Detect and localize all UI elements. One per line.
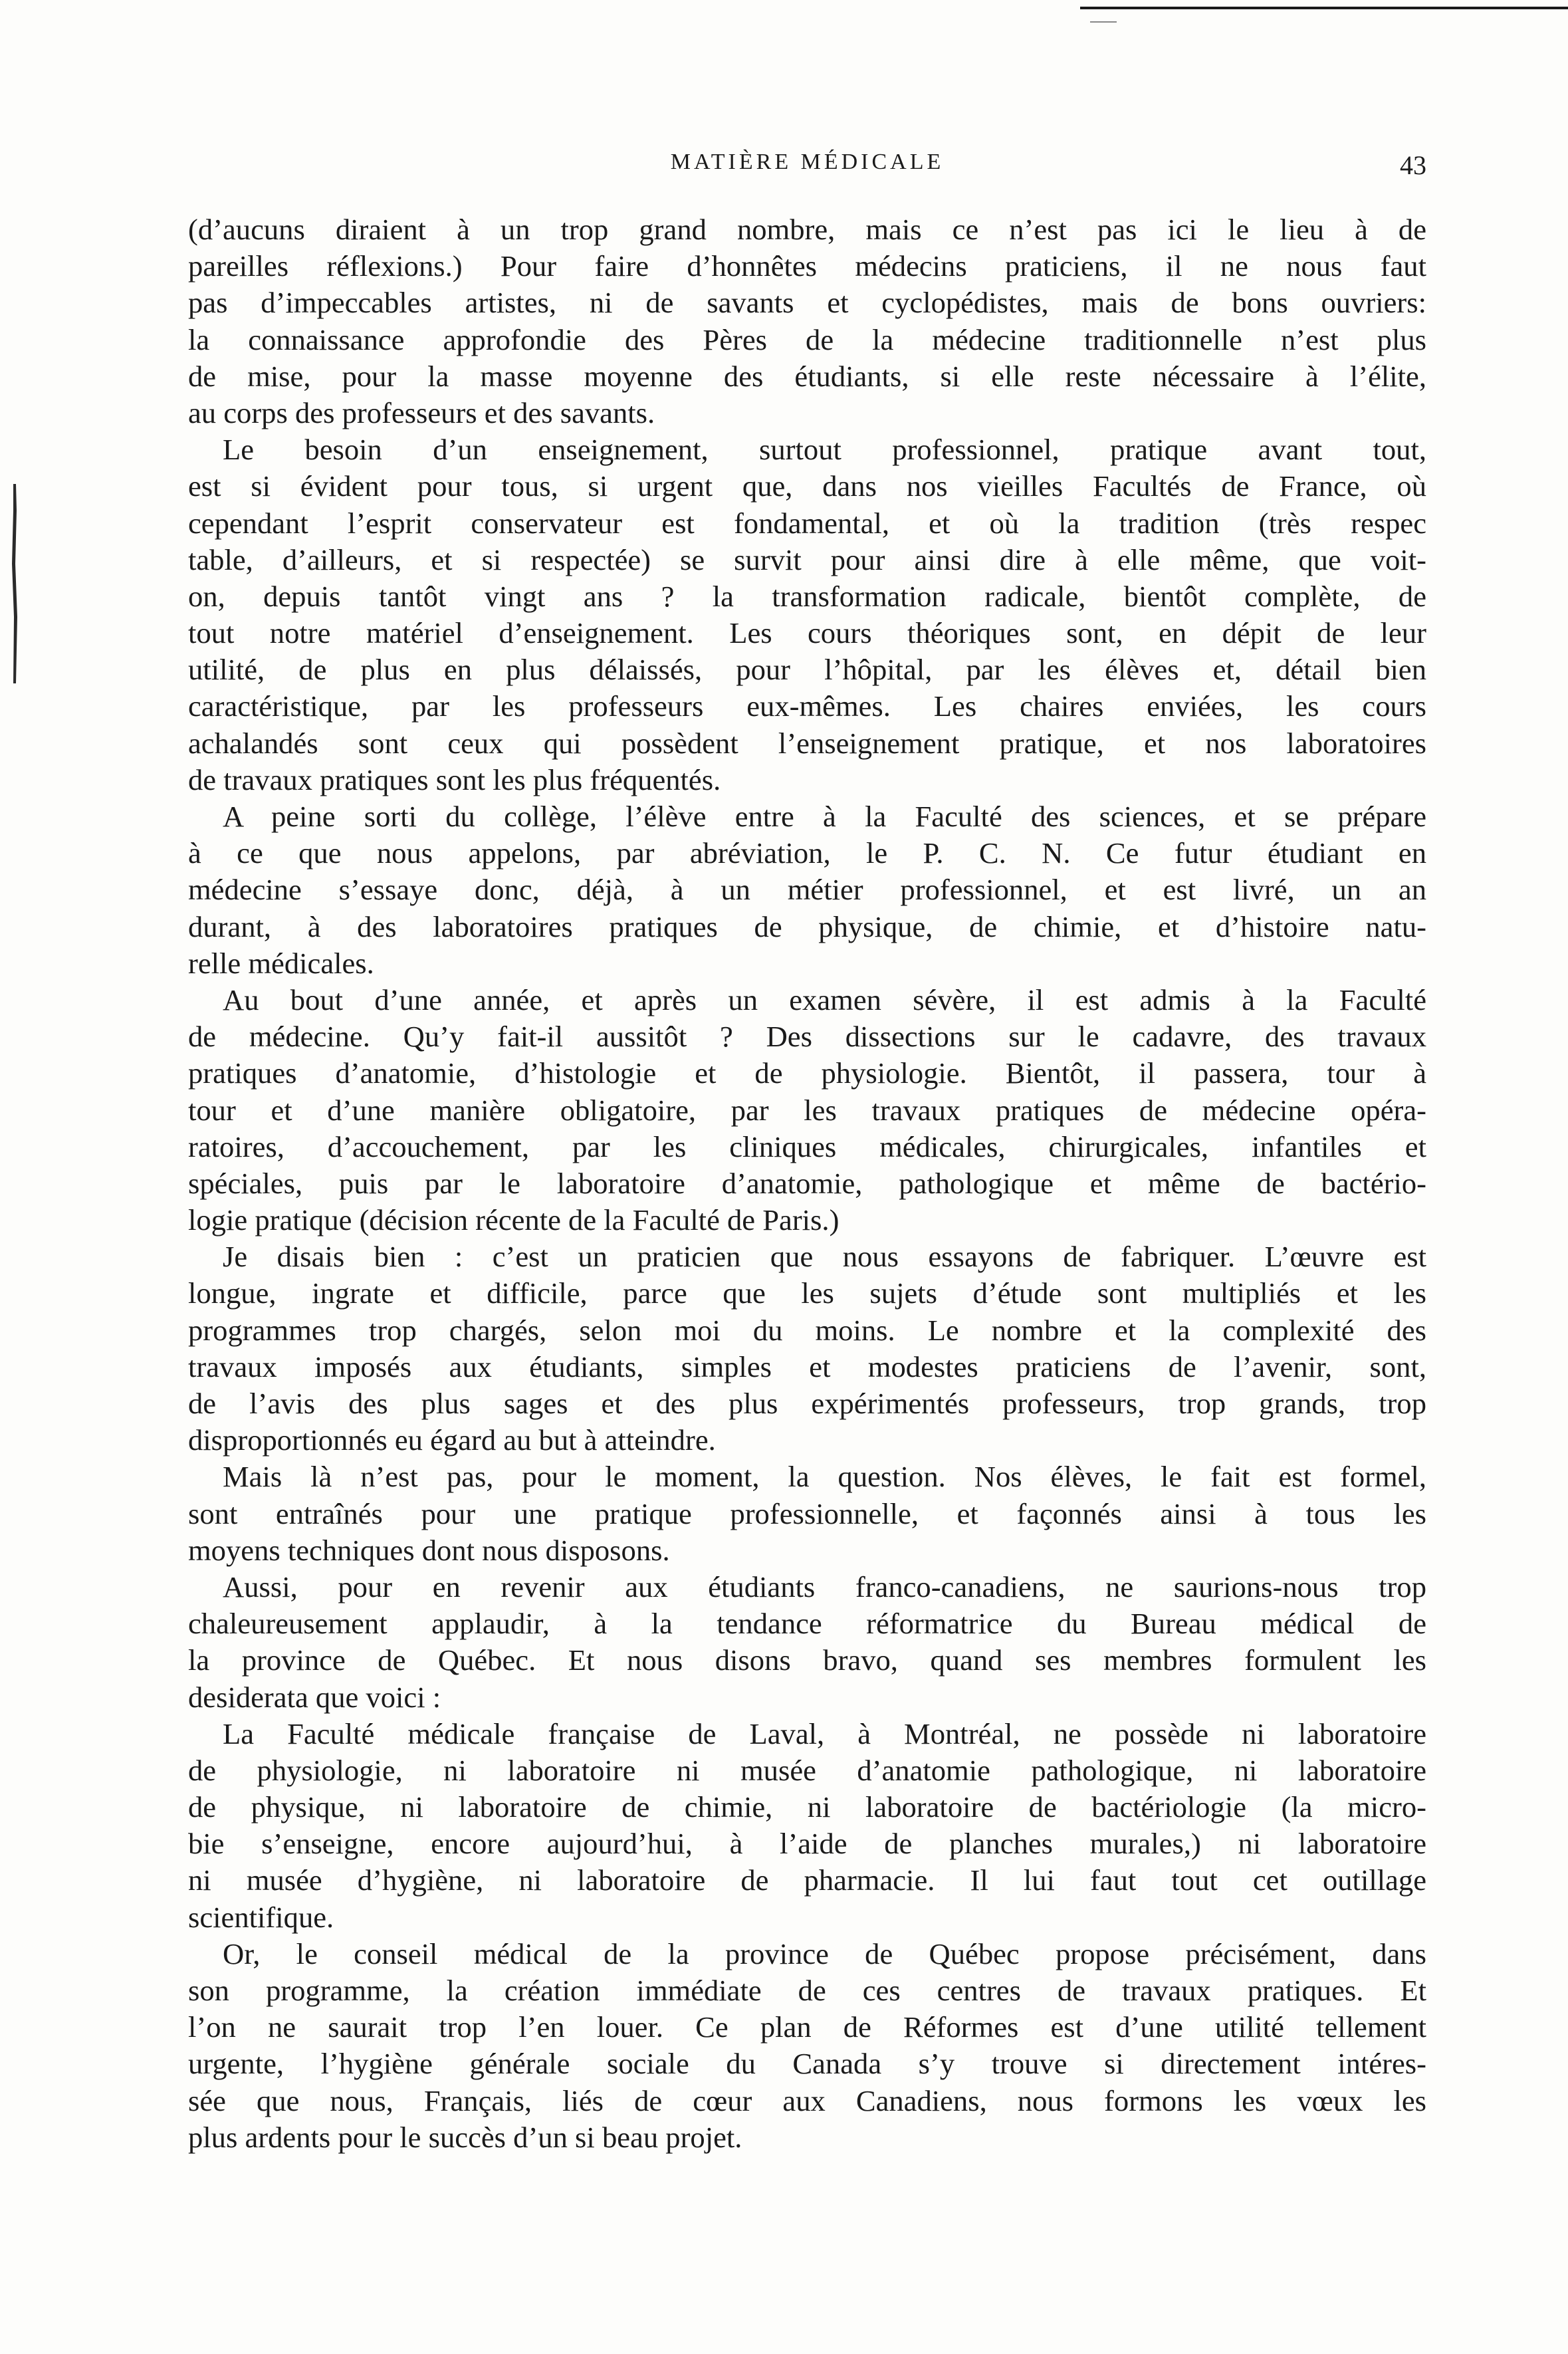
- text-line: achalandés sont ceux qui possèdent l’enseignement pratique, et nos laboratoires: [188, 726, 1426, 760]
- text-line: Au bout d’une année, et après un examen sévère, il est admis à la Faculté: [223, 983, 1426, 1016]
- text-line: logie pratique (décision récente de la Faculté de Paris.): [188, 1203, 840, 1237]
- text-line: scientifique.: [188, 1900, 334, 1934]
- text-line: l’on ne saurait trop l’en louer. Ce plan de Réformes est d’une utilité tellement: [188, 2010, 1426, 2044]
- text-line: A peine sorti du collège, l’élève entre à la Faculté des sciences, et se prépare: [223, 800, 1426, 833]
- running-title: MATIÈRE MÉDICALE: [670, 150, 945, 174]
- margin-bracket-mark: [8, 484, 21, 683]
- text-line: utilité, de plus en plus délaissés, pour l’hôpital, par les élèves et, détail bien: [188, 653, 1426, 687]
- text-line: médecine s’essaye donc, déjà, à un métier professionnel, et est livré, un an: [188, 873, 1426, 907]
- text-line: pareilles réflexions.) Pour faire d’honnêtes médecins praticiens, il ne nous faut: [188, 249, 1426, 283]
- text-line: tour et d’une manière obligatoire, par les travaux pratiques de médecine opéra-: [188, 1093, 1426, 1127]
- page-number: 43: [1400, 150, 1426, 180]
- text-line: Je disais bien : c’est un praticien que nous essayons de fabriquer. L’œuvre est: [223, 1240, 1426, 1274]
- text-line: ratoires, d’accouchement, par les cliniques médicales, chirurgicales, infantiles et: [188, 1129, 1426, 1163]
- text-line: Or, le conseil médical de la province de Québec propose précisément, dans: [223, 1937, 1426, 1970]
- text-line: Mais là n’est pas, pour le moment, la question. Nos élèves, le fait est formel,: [223, 1460, 1426, 1494]
- text-line: Aussi, pour en revenir aux étudiants franco-canadiens, ne saurions-nous trop: [223, 1570, 1426, 1603]
- text-line: programmes trop chargés, selon moi du moins. Le nombre et la complexité des: [188, 1313, 1426, 1347]
- text-line: de physique, ni laboratoire de chimie, ni laboratoire de bactériologie (la micro-: [188, 1790, 1426, 1824]
- text-line: Le besoin d’un enseignement, surtout professionnel, pratique avant tout,: [223, 433, 1426, 467]
- text-line: desiderata que voici :: [188, 1680, 441, 1714]
- text-line: tout notre matériel d’enseignement. Les cours théoriques sont, en dépit de leur: [188, 616, 1426, 650]
- text-line: urgente, l’hygiène générale sociale du Canada s’y trouve si directement intéres-: [188, 2047, 1426, 2081]
- text-line: chaleureusement applaudir, à la tendance réformatrice du Bureau médical de: [188, 1607, 1426, 1641]
- text-line: la province de Québec. Et nous disons bravo, quand ses membres formulent les: [188, 1643, 1426, 1677]
- text-line: au corps des professeurs et des savants.: [188, 396, 655, 429]
- text-line: pratiques d’anatomie, d’histologie et de physiologie. Bientôt, il passera, tour à: [188, 1056, 1426, 1090]
- text-line: cependant l’esprit conservateur est fondamental, et où la tradition (très respec: [188, 506, 1426, 540]
- text-line: ni musée d’hygiène, ni laboratoire de pharmacie. Il lui faut tout cet outillage: [188, 1863, 1426, 1897]
- text-line: disproportionnés eu égard au but à atteindre.: [188, 1423, 716, 1457]
- scan-edge-rule: [1080, 7, 1568, 9]
- text-line: bie s’enseigne, encore aujourd’hui, à l’aide de planches murales,) ni laboratoire: [188, 1827, 1426, 1861]
- text-line: la connaissance approfondie des Pères de la médecine traditionnelle n’est plus: [188, 322, 1426, 356]
- text-line: spéciales, puis par le laboratoire d’anatomie, pathologique et même de bactério-: [188, 1166, 1426, 1200]
- text-line: moyens techniques dont nous disposons.: [188, 1533, 670, 1567]
- scan-edge-dash: [1090, 21, 1117, 23]
- text-line: de médecine. Qu’y fait-il aussitôt ? Des dissections sur le cadavre, des travaux: [188, 1020, 1426, 1054]
- text-line: de physiologie, ni laboratoire ni musée d’anatomie pathologique, ni laboratoire: [188, 1753, 1426, 1787]
- text-line: sée que nous, Français, liés de cœur aux Canadiens, nous formons les vœux les: [188, 2083, 1426, 2117]
- text-line: de mise, pour la masse moyenne des étudiants, si elle reste nécessaire à l’élite,: [188, 359, 1426, 393]
- page-header: [188, 150, 1426, 184]
- text-line: travaux imposés aux étudiants, simples et modestes praticiens de l’avenir, sont,: [188, 1350, 1426, 1383]
- text-line: caractéristique, par les professeurs eux-mêmes. Les chaires enviées, les cours: [188, 689, 1426, 723]
- body-text: [188, 211, 1426, 2156]
- text-line: relle médicales.: [188, 946, 374, 980]
- text-line: plus ardents pour le succès d’un si beau projet.: [188, 2120, 742, 2154]
- text-line: La Faculté médicale française de Laval, à Montréal, ne possède ni laboratoire: [223, 1716, 1426, 1750]
- text-line: longue, ingrate et difficile, parce que les sujets d’étude sont multipliés et les: [188, 1276, 1426, 1310]
- text-line: est si évident pour tous, si urgent que, dans nos vieilles Facultés de France, où: [188, 469, 1426, 503]
- text-line: son programme, la création immédiate de ces centres de travaux pratiques. Et: [188, 1974, 1426, 2007]
- text-line: table, d’ailleurs, et si respectée) se survit pour ainsi dire à elle même, que voit-: [188, 542, 1426, 576]
- text-line: sont entraînés pour une pratique professionnelle, et façonnés ainsi à tous les: [188, 1496, 1426, 1530]
- text-line: pas d’impeccables artistes, ni de savants et cyclopédistes, mais de bons ouvriers:: [188, 286, 1426, 320]
- text-line: on, depuis tantôt vingt ans ? la transformation radicale, bientôt complète, de: [188, 579, 1426, 613]
- text-line: de travaux pratiques sont les plus fréquentés.: [188, 763, 721, 796]
- text-line: à ce que nous appelons, par abréviation, le P. C. N. Ce futur étudiant en: [188, 836, 1426, 870]
- text-line: de l’avis des plus sages et des plus expérimentés professeurs, trop grands, trop: [188, 1387, 1426, 1420]
- text-line: (d’aucuns diraient à un trop grand nombre, mais ce n’est pas ici le lieu à de: [188, 213, 1426, 246]
- text-line: durant, à des laboratoires pratiques de physique, de chimie, et d’histoire natu-: [188, 909, 1426, 943]
